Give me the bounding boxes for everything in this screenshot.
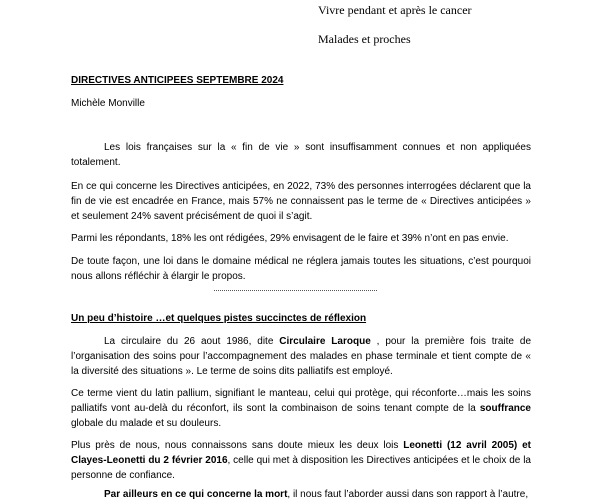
- paragraph-leonetti-text-2: , celle qui met à disposition les Directives anticipées et le choix de la personne de confiance.: [71, 455, 531, 481]
- document-title: DIRECTIVES ANTICIPEES SEPTEMBRE 2024: [71, 75, 284, 86]
- paragraph-circulaire-text-1: La circulaire du 26 aout 1986, dite: [104, 336, 280, 347]
- paragraph-death-bold: Par ailleurs en ce qui concerne la mort: [104, 489, 288, 500]
- paragraph-pallium: [71, 386, 531, 431]
- section-heading: Un peu d’histoire …et quelques pistes succinctes de réflexion: [71, 313, 367, 324]
- paragraph-circulaire: [71, 334, 531, 379]
- paragraph-leonetti-text-1: Plus près de nous, nous connaissons sans doute mieux les deux lois: [71, 440, 404, 451]
- paragraph-law-limits: De toute façon, une loi dans le domaine médical ne réglera jamais toutes les situations, c’est pourquoi nous allons réfléchir à élargir le propos.: [71, 256, 531, 282]
- document-author: Michèle Monville: [71, 98, 145, 109]
- header-line-2: Malades et proches: [318, 32, 411, 46]
- paragraph-statistics: En ce qui concerne les Directives anticipées, en 2022, 73% des personnes interrogées déclarent que la fin de vie est encadrée en France, mais 57% ne connaissent pas le terme de « Directives anticipées » et seulement 24% savent précisément de quoi il s’agit.: [71, 181, 531, 222]
- paragraph-pallium-text-1: Ce terme vient du latin pallium, signifiant le manteau, celui qui protège, qui réconforte…mais les soins palliatifs vont au-delà du réconfort, ils sont la combinaison de soins tenant compte de la: [71, 388, 531, 414]
- section-separator: [214, 290, 377, 291]
- paragraph-leonetti-bold: Leonetti (12 avril 2005) et Clayes-Leonetti du 2 février 2016: [71, 440, 531, 466]
- paragraph-pallium-bold: souffrance: [479, 403, 531, 414]
- paragraph-circulaire-bold: Circulaire Laroque: [279, 336, 371, 347]
- header-line-1: Vivre pendant et après le cancer: [318, 3, 472, 17]
- paragraph-circulaire-text-2: , pour la première fois traite de l’organisation des soins pour l’accompagnement des malades en phase terminale et tient compte de « la diversité des situations ». Le terme de soins dits palliatifs est employé.: [71, 336, 532, 377]
- paragraph-death-text: , il nous faut l’aborder aussi dans son rapport à l’autre,: [287, 489, 529, 500]
- paragraph-leonetti: [71, 438, 531, 483]
- paragraph-respondents: Parmi les répondants, 18% les ont rédigées, 29% envisagent de le faire et 39% n’ont en pas envie.: [71, 233, 509, 244]
- paragraph-intro: Les lois françaises sur la « fin de vie » sont insuffisamment connues et non appliquées totalement.: [71, 142, 531, 168]
- paragraph-pallium-text-2: globale du malade et su douleurs.: [71, 418, 222, 429]
